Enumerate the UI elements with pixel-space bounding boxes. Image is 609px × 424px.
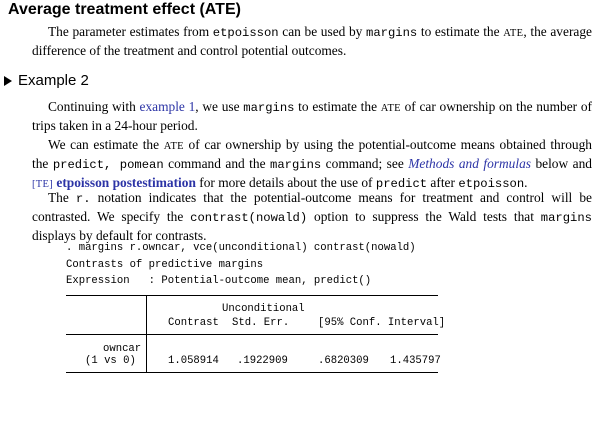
table-top-rule	[66, 295, 438, 296]
code-margins: margins	[540, 211, 592, 225]
ate-abbrev: ATE	[503, 28, 524, 39]
text: command and the	[163, 156, 271, 171]
text: notation indicates that the potential-outcome means for treatment and control will be contrasted. We specify the	[32, 190, 592, 224]
header-conf-interval: [95% Conf. Interval]	[318, 317, 446, 329]
text: Continuing with	[48, 99, 140, 114]
code-margins: margins	[270, 158, 322, 172]
table-bottom-rule	[66, 372, 438, 373]
header-std-err: Std. Err.	[232, 317, 290, 329]
header-contrast: Contrast	[168, 317, 219, 329]
intro-paragraph	[32, 23, 592, 59]
header-unconditional: Unconditional	[222, 303, 305, 315]
text: The	[48, 190, 76, 205]
te-postestimation-link[interactable]	[32, 175, 196, 190]
output-expression: Expression : Potential-outcome mean, predict()	[66, 275, 372, 287]
text: , the average difference of the treatment and control potential outcomes.	[32, 24, 592, 58]
text: , we use	[195, 99, 244, 114]
row-label: (1 vs 0)	[85, 355, 136, 367]
paragraph-3	[32, 189, 592, 244]
text: below and	[530, 156, 592, 171]
text: The parameter estimates from	[48, 24, 213, 39]
text: for more details about the use of	[195, 175, 376, 190]
code-margins: margins	[366, 26, 418, 40]
text: of car ownership by using the potential-outcome means obtained through the	[32, 137, 592, 171]
text: We can estimate the	[48, 137, 164, 152]
code-predict: predict	[375, 177, 428, 191]
text: option to suppress the Wald tests that	[307, 209, 541, 224]
code-etpoisson: etpoisson	[212, 26, 279, 40]
example-heading[interactable]	[4, 71, 89, 91]
output-heading: Contrasts of predictive margins	[66, 259, 264, 271]
text: after	[427, 175, 459, 190]
code-margins: margins	[243, 101, 295, 115]
paragraph-2	[32, 136, 592, 193]
text: displays by default for contrasts.	[32, 228, 207, 243]
ate-abbrev: ATE	[163, 141, 184, 152]
ate-abbrev: ATE	[380, 103, 401, 114]
example-1-link[interactable]: example 1	[139, 99, 196, 114]
code-r-dot: r.	[75, 192, 91, 206]
value-contrast: 1.058914	[168, 355, 219, 367]
te-manual-tag: [TE]	[32, 179, 54, 190]
etpoisson-postestimation-label: etpoisson postestimation	[56, 175, 196, 190]
paragraph-1	[32, 98, 592, 134]
command-line: . margins r.owncar, vce(unconditional) contrast(nowald)	[66, 242, 416, 254]
table-header-rule	[66, 334, 438, 335]
value-ci-high: 1.435797	[390, 355, 441, 367]
value-std-err: .1922909	[237, 355, 288, 367]
row-variable: owncar	[103, 343, 142, 355]
methods-formulas-link[interactable]: Methods and formulas	[408, 156, 531, 171]
expand-triangle-icon[interactable]	[4, 76, 12, 86]
code-contrast-nowald: contrast(nowald)	[190, 211, 308, 225]
section-title: Average treatment effect (ATE)	[8, 1, 241, 18]
text: to estimate the	[294, 99, 381, 114]
text: command; see	[321, 156, 409, 171]
code-predict-pomean: predict, pomean	[52, 158, 164, 172]
example-title: Example 2	[18, 72, 89, 89]
code-etpoisson: etpoisson	[458, 177, 525, 191]
value-ci-low: .6820309	[318, 355, 369, 367]
text: to estimate the	[417, 24, 504, 39]
text: of car ownership on the number of trips taken in a 24-hour period.	[32, 99, 592, 133]
text: can be used by	[278, 24, 367, 39]
text: .	[524, 175, 528, 190]
